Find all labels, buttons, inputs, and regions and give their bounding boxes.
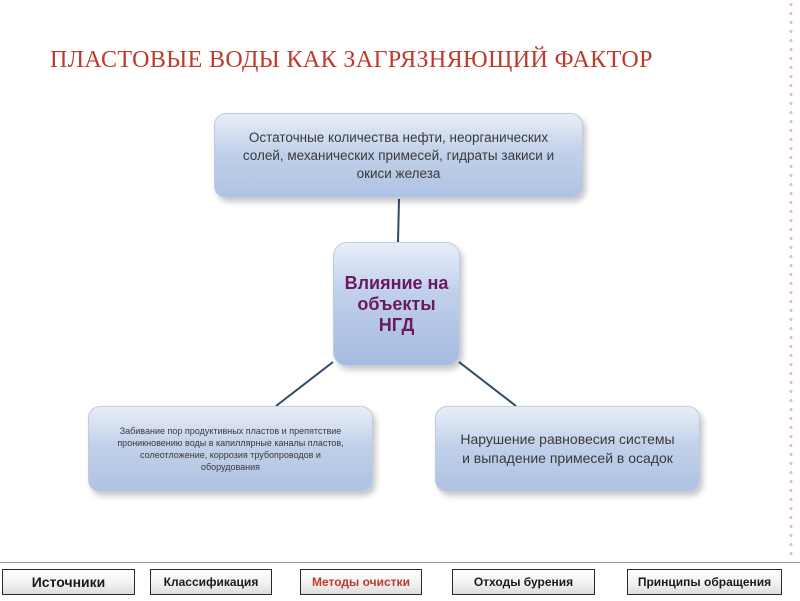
bottom-navigation (0, 562, 800, 601)
nav-cleaning-methods-button[interactable] (300, 569, 422, 595)
nav-drilling-waste-label: Отходы бурения (473, 575, 574, 589)
nav-handling-principles-button[interactable] (627, 569, 782, 595)
diagram-center-text: Влияние на объекты НГД (344, 272, 449, 335)
nav-sources-label: Источники (31, 574, 106, 590)
diagram-node-top-text: Остаточные количества нефти, неорганических солей, механических примесей, гидраты закиси и окиси железа (242, 129, 555, 181)
diagram-node-bottom-left-text: Забивание пор продуктивных пластов и препятствие проникновению воды в капиллярные каналы пластов, солеотложение, коррозия трубопроводов и оборудования (117, 426, 344, 472)
nav-classification-button[interactable] (150, 569, 272, 595)
connector-bottom-left (276, 362, 333, 406)
nav-cleaning-methods-label: Методы очистки (312, 575, 410, 589)
page-title: ПЛАСТОВЫЕ ВОДЫ КАК ЗАГРЯЗНЯЮЩИЙ ФАКТОР (50, 47, 653, 73)
connector-top (398, 199, 399, 242)
diagram-node-bottom-right (435, 406, 700, 492)
diagram-node-bottom-right-text: Нарушение равновесия системы и выпадение примесей в осадок (460, 431, 675, 466)
diagram-node-bottom-left (88, 406, 373, 492)
diagram-center-node (333, 242, 460, 366)
diagram-node-top (214, 113, 583, 198)
nav-classification-label: Классификация (163, 575, 259, 589)
connector-bottom-right (459, 362, 516, 406)
nav-sources-button[interactable] (2, 569, 135, 595)
nav-drilling-waste-button[interactable] (452, 569, 595, 595)
nav-handling-principles-label: Принципы обращения (637, 575, 772, 589)
